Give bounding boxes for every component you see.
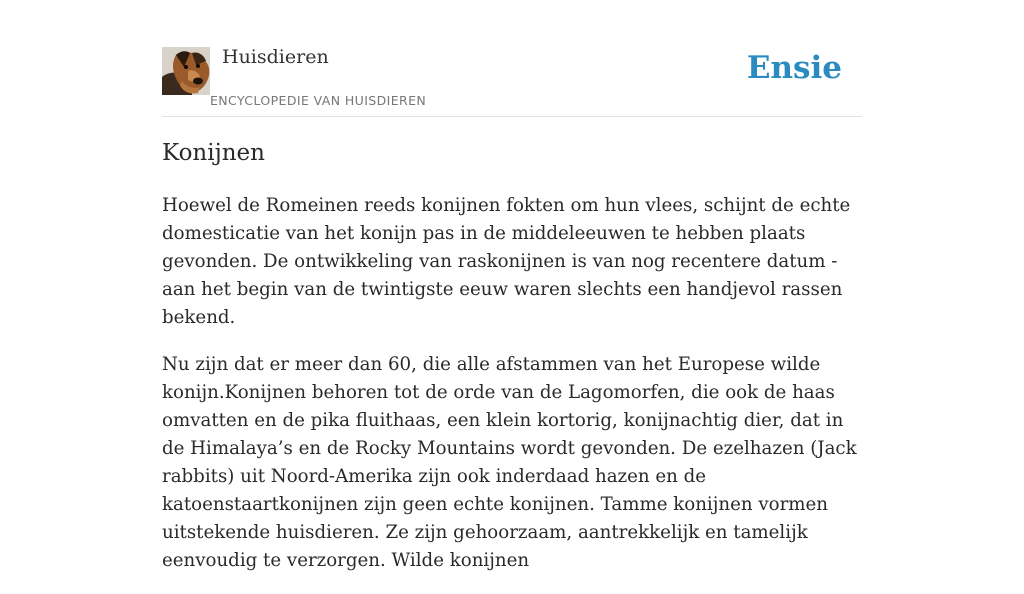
site-subtitle: ENCYCLOPEDIE VAN HUISDIEREN — [210, 93, 427, 108]
page-container — [162, 0, 862, 571]
site-header — [162, 0, 862, 117]
article-body — [162, 192, 862, 594]
site-title[interactable]: Huisdieren — [222, 46, 329, 68]
avatar-image — [162, 47, 210, 95]
page-title: Konijnen — [162, 140, 265, 166]
article-paragraph: Nu zijn dat er meer dan 60, die alle afstammen van het Europese wilde konijn.Konijnen behoren tot de orde van de Lagomorfen, die ook de haas omvatten en de pika fluithaas, een klein kortorig, konijnachtig dier, dat in de Himalaya’s en de Rocky Mountains wordt gevonden. De ezelhazen (Jack rabbits) uit Noord-Amerika zijn ook inderdaad hazen en de katoenstaartkonijnen zijn geen echte konijnen. Tamme konijnen vormen uitstekende huisdieren. Ze zijn gehoorzaam, aantrekkelijk en tamelijk eenvoudig te verzorgen. Wilde konijnen — [162, 354, 857, 571]
dog-photo-icon[interactable] — [162, 47, 210, 95]
brand-logo-link[interactable]: Ensie — [746, 50, 842, 86]
article-paragraph: Hoewel de Romeinen reeds konijnen fokten om hun vlees, schijnt de echte domesticatie van het konijn pas in de middeleeuwen te hebben plaats gevonden. De ontwikkeling van raskonijnen is van nog recentere datum - aan het begin van de twintigste eeuw waren slechts een handjevol rassen bekend. — [162, 195, 851, 328]
